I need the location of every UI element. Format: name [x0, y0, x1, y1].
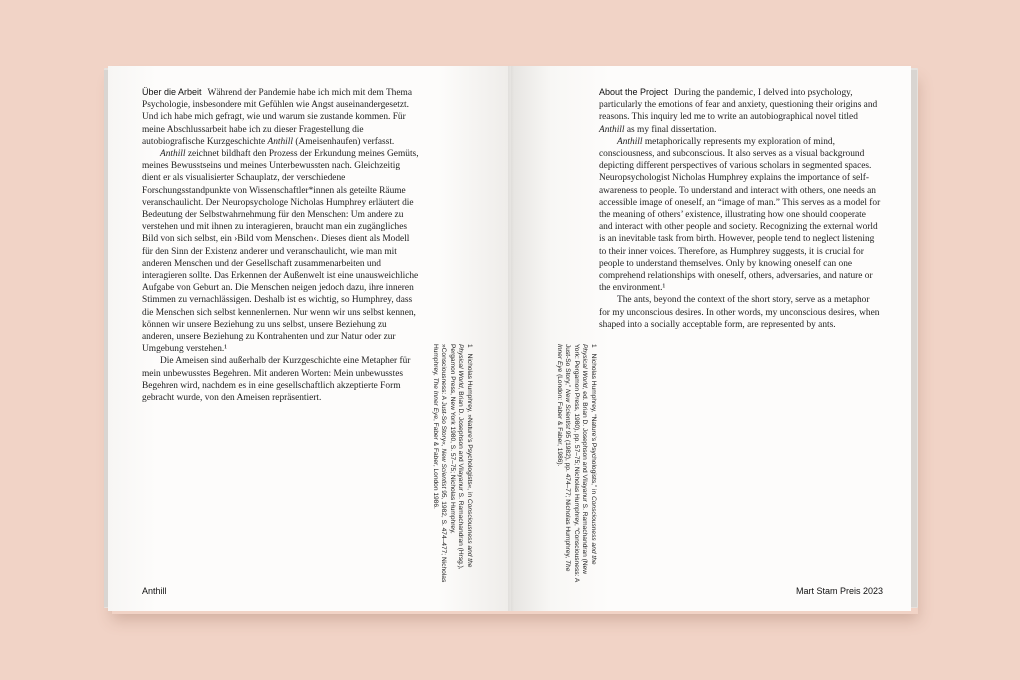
left-paragraph-1: Über die Arbeit Während der Pandemie habe ich mich mit dem Thema Psychologie, insbesondere mit Gefühlen wie Angst auseinandergesetzt. Und ich habe mich gefragt, wie und warum sie zustande kommen. Für meine Abschlussarbeit habe ich zu dieser Fragestellung die autobiografische Kurzgeschichte Anthill (Ameisenhaufen) verfasst. [142, 87, 412, 147]
left-page [108, 66, 511, 611]
right-page-edges [911, 70, 917, 607]
book-gutter [508, 66, 514, 611]
left-paragraph-3: Die Ameisen sind außerhalb der Kurzgeschichte eine Metapher für mein unbewusstes Begehren. Mit anderen Worten: Mein unbewusstes Begehren wird, nachdem es in eine gesellschaftlich akzeptierte Form gebracht wurde, von den Ameisen repräsentiert. [142, 356, 411, 404]
right-page [511, 66, 911, 611]
right-section-label: About the Project [599, 87, 669, 97]
left-footnote: 1Nicholas Humphrey, »Nature’s Psychologists«, in Consciousness and the Physical World, Brian D. Josephson and Vilayanur S. Ramachandran (Hrsg.), Pergamon Press, New York 1980, S. 57–75; Nicholas Humphrey, »Consciousness: A Just-So Story«, New Scientist 95, 1982, S. 474–477; Nicholas Humphrey, The Inner Eye, Faber & Faber, London 1986. [431, 344, 473, 583]
right-footnote: 1Nicholas Humphrey, “Nature’s Psychologists,” in Consciousness and the Physical World, ed. Brian D. Josephson and Vilayanur S. Ramachandran (New York: Pergamon Press, 1980), pp. 57–75; Nicholas Humphrey, “Consciousness: A Just-So Story,” New Scientist 95 (1982), pp. 474–77; Nicholas Humphrey, The Inner Eye (London: Faber & Faber, 1986). [555, 344, 597, 582]
right-paragraph-1: About the Project During the pandemic, I delved into psychology, particularly the emotions of fear and anxiety, questioning their origins and reasons. This inquiry led me to write an autobiographical novel titled Anthill as my final dissertation. [599, 87, 878, 135]
right-paragraph-3: The ants, beyond the context of the short story, serve as a metaphor for my unconscious desires. In other words, my unconscious desires, when shaped into a socially acceptable form, are represented by ants. [599, 295, 880, 330]
left-running-footer: Anthill [142, 586, 167, 596]
right-running-footer: Mart Stam Preis 2023 [796, 586, 884, 596]
left-paragraph-2: Anthill zeichnet bildhaft den Prozess der Erkundung meines Gemüts, meines Bewusstseins und meines Unterbewussten nach. Gleichzeitig dient er als visualisierter Schauplatz, der verschiedene Forschungsstandpunkte von Wissenschaftler*innen als geteilte Räume veranschaulicht. Der Neuropsychologe Nicholas Humphrey erläutert die Bedeutung der Selbstwahrnehmung für den Menschen: Um andere zu verstehen und mit ihnen zu interagieren, braucht man ein zugängliches Bild von sich selbst, ein ›Bild vom Menschen‹. Dieses dient als Modell für den Sinn der Existenz anderer und veranschaulicht, wie man mit anderen Menschen und der Gesellschaft zusammenarbeiten und interagieren sollte. Das Erkennen der Außenwelt ist eine unausweichliche Aufgabe von Geburt an. Die Menschen neigen jedoch dazu, ihre inneren Stimmen zu vernachlässigen. Deshalb ist es wichtig, so Humphrey, dass die Menschen sich selbst kennenlernen. Nur wenn wir uns selbst kennen, können wir unsere Beziehung zu uns selbst, unsere Beziehung zu anderen, unsere Beziehung zu Kontrahenten und zur Natur oder zur Umgebung verstehen.¹ [142, 149, 419, 355]
left-body-text [142, 86, 420, 404]
right-paragraph-2: Anthill metaphorically represents my exploration of mind, consciousness, and subconscious. It also serves as a visual background depicting different perspectives of various scholars in segmented spaces. Neuropsychologist Nicholas Humphrey explains the importance of self-awareness to people. To understand and interact with others, one needs an accessible image of oneself, an “image of man.” This serves as a model for the meaning of others’ existence, illustrating how one should cooperate and interact with other people and society. Recognizing the external world is an inevitable task from birth. However, people tend to neglect listening to their inner voices. Therefore, as Humphrey suggests, it is crucial for people to understand themselves. Only by knowing oneself can one comprehend relationships with oneself, others, adversaries, and nature or the environment.¹ [599, 136, 881, 294]
left-section-label: Über die Arbeit [142, 87, 202, 97]
right-body-text [599, 86, 881, 331]
